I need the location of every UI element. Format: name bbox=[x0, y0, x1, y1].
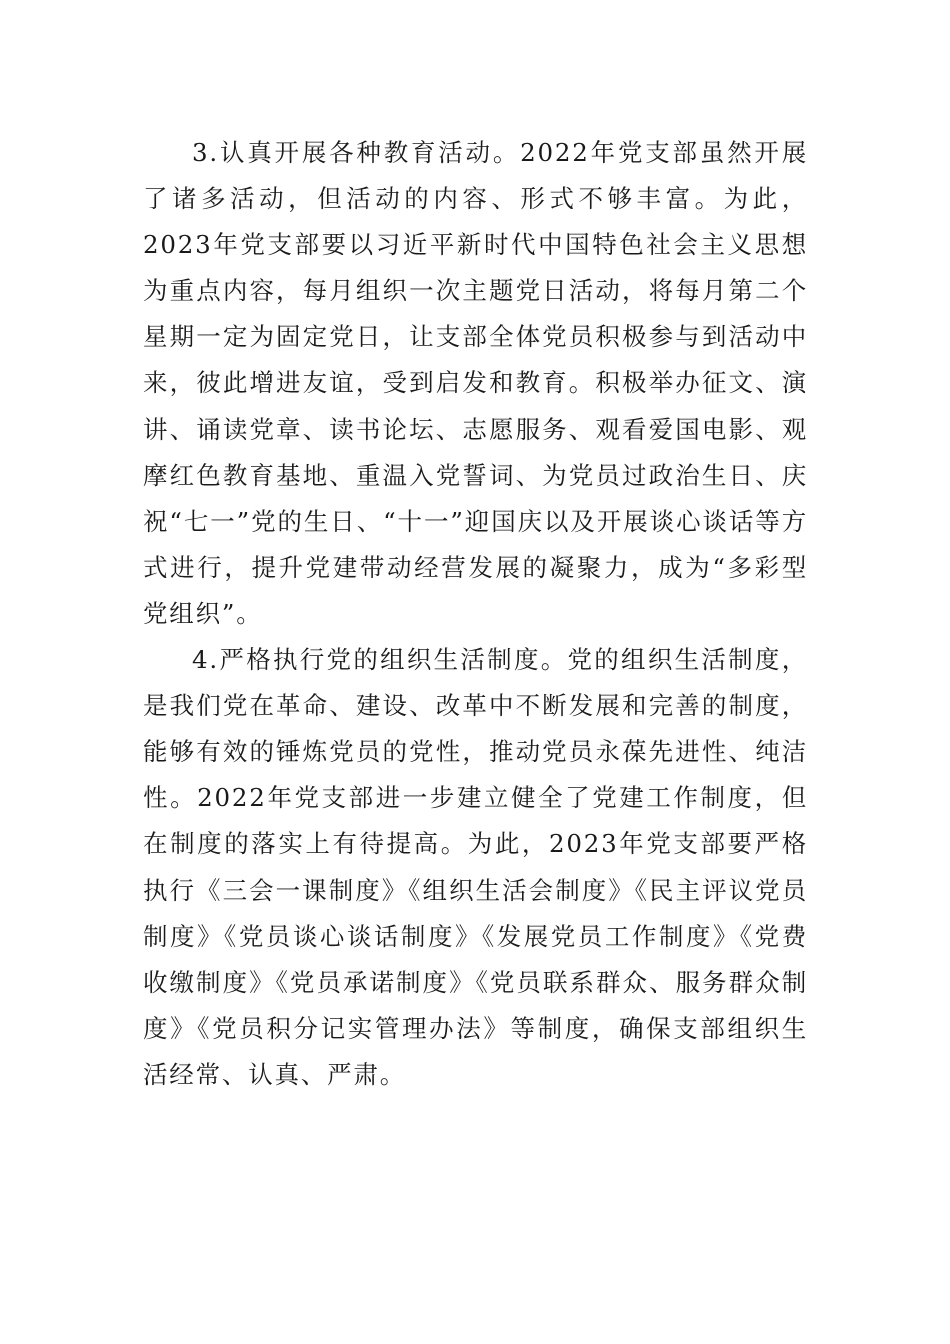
paragraph-education-activities: 3.认真开展各种教育活动。2022年党支部虽然开展了诸多活动，但活动的内容、形式不够丰富。为此，2023年党支部要以习近平新时代中国特色社会主义思想为重点内容，每月组织一次主题党日活动，将每月第二个星期一定为固定党日，让支部全体党员积极参与到活动中来，彼此增进友谊，受到启发和教育。积极举办征文、演讲、诵读党章、读书论坛、志愿服务、观看爱国电影、观摩红色教育基地、重温入党誓词、为党员过政治生日、庆祝“七一”党的生日、“十一”迎国庆以及开展谈心谈话等方式进行，提升党建带动经营发展的凝聚力，成为“多彩型党组织”。 bbox=[143, 138, 808, 628]
document-body bbox=[143, 130, 808, 1098]
paragraph-organization-life-system: 4.严格执行党的组织生活制度。党的组织生活制度，是我们党在革命、建设、改革中不断发展和完善的制度，能够有效的锤炼党员的党性，推动党员永葆先进性、纯洁性。2022年党支部进一步建立健全了党建工作制度，但在制度的落实上有待提高。为此，2023年党支部要严格执行《三会一课制度》《组织生活会制度》《民主评议党员制度》《党员谈心谈话制度》《发展党员工作制度》《党费收缴制度》《党员承诺制度》《党员联系群众、服务群众制度》《党员积分记实管理办法》等制度，确保支部组织生活经常、认真、严肃。 bbox=[143, 645, 808, 1089]
